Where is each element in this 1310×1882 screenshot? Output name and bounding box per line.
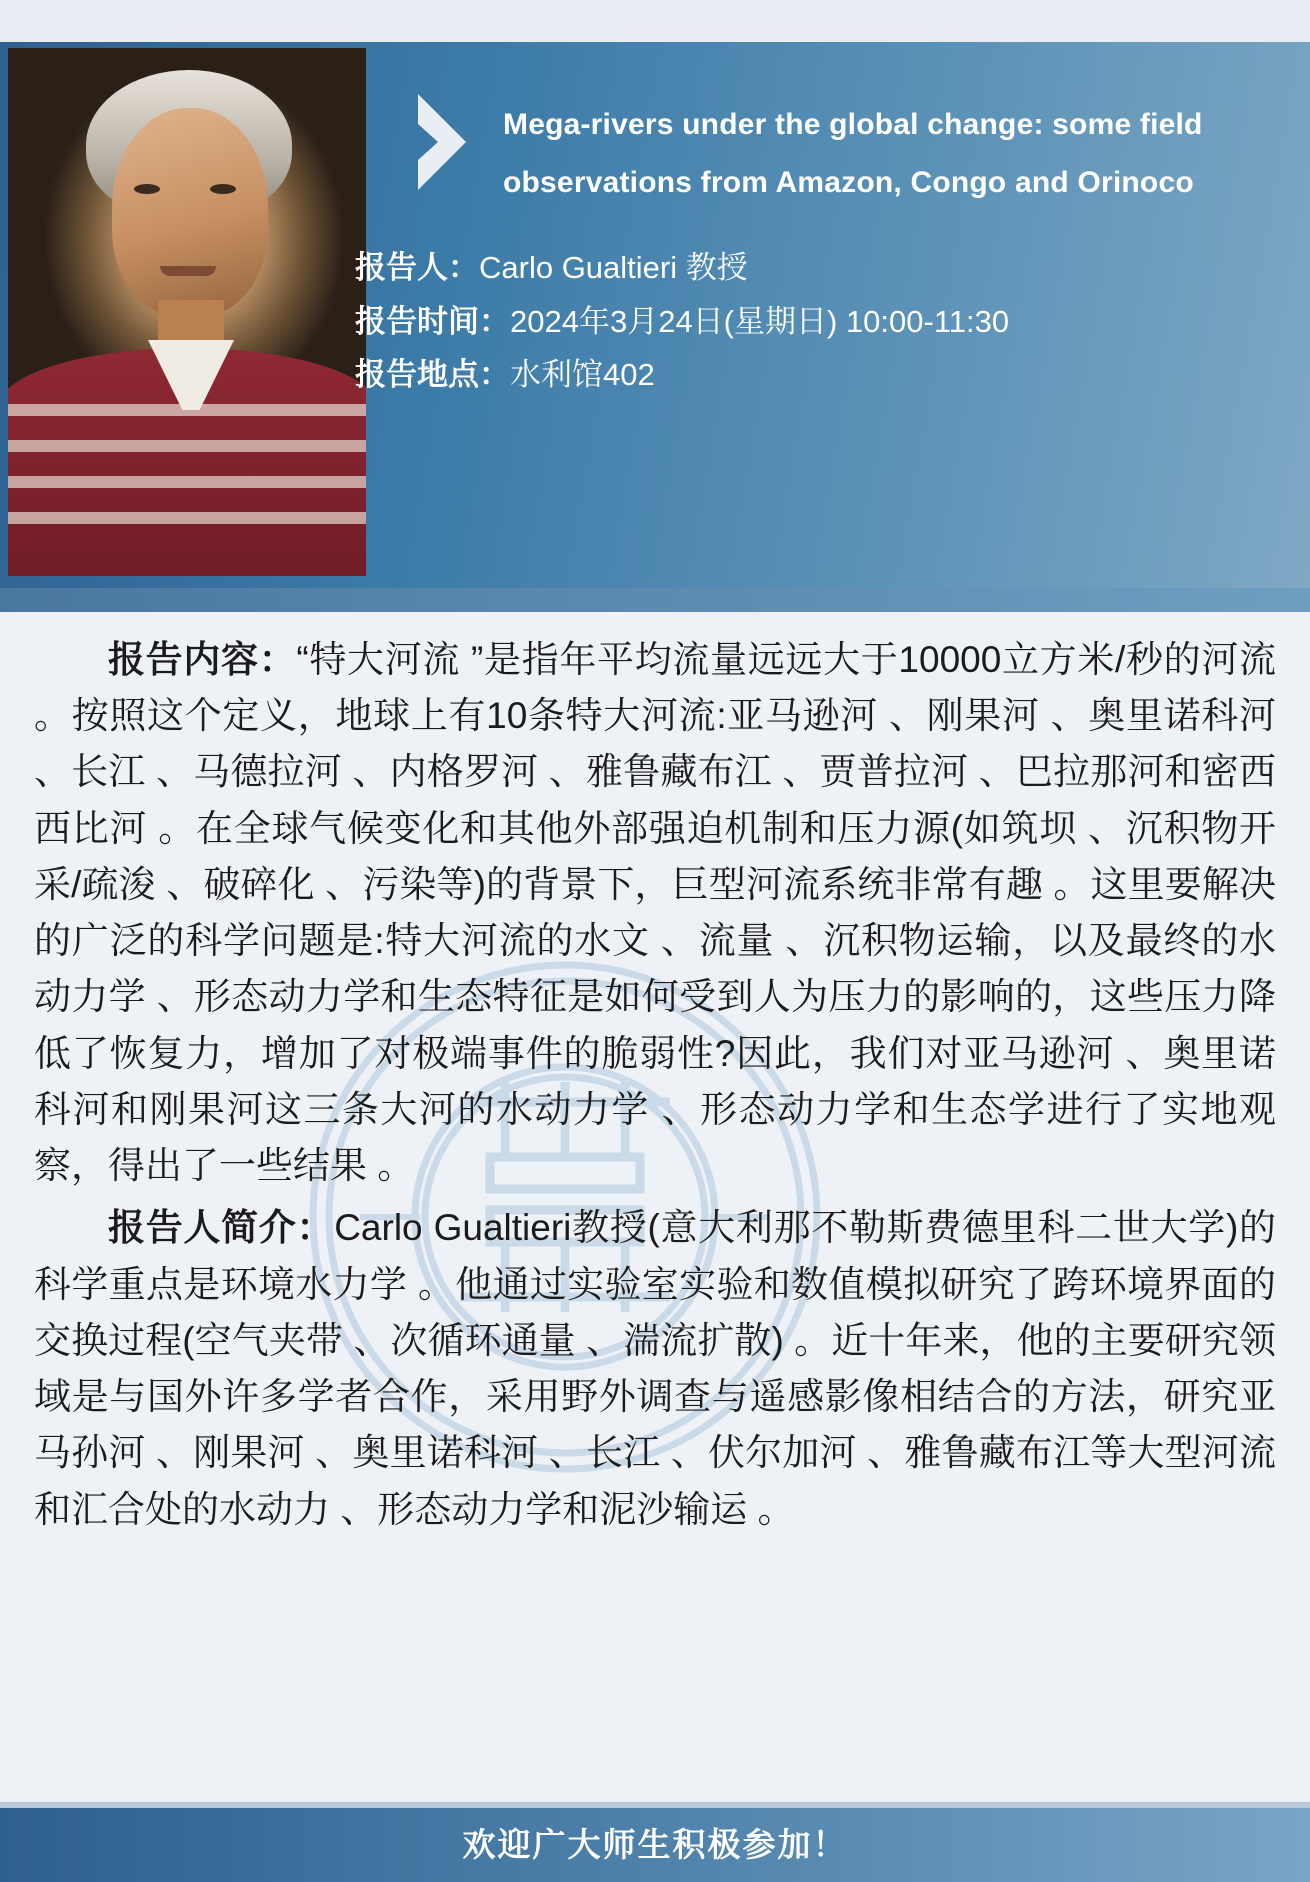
portrait-eye-left — [134, 184, 160, 194]
meta-label-speaker: 报告人： — [355, 250, 479, 286]
meta-value-speaker: Carlo Gualtieri 教授 — [479, 250, 748, 286]
poster-content — [0, 612, 1310, 1538]
portrait-eye-right — [210, 184, 236, 194]
bio-paragraph — [34, 1200, 1276, 1537]
abstract-paragraph — [34, 632, 1276, 1194]
meta-row-location — [355, 348, 1285, 401]
poster-body — [0, 612, 1310, 1802]
poster-footer — [0, 1802, 1310, 1882]
portrait-face — [112, 108, 268, 316]
poster-header — [0, 0, 1310, 612]
portrait-shirt-stripe — [8, 440, 366, 452]
portrait-shirt-stripe — [8, 476, 366, 488]
bio-text: Carlo Gualtieri教授(意大利那不勒斯费德里科二世大学)的科学重点是环境水力学 。他通过实验室实验和数值模拟研究了跨环境界面的交换过程(空气夹带 、次循环通量 、湍流扩散) 。近十年来，他的主要研究领域是与国外许多学者合作，采用野外调查与遥感影像相结合的方法，研究亚马孙河 、刚果河 、奥里诺科河 、长江 、伏尔加河 、雅鲁藏布江等大型河流和汇合处的水动力 、形态动力学和泥沙输运 。 — [34, 1207, 1276, 1530]
speaker-portrait — [8, 48, 366, 576]
portrait-shirt-stripe — [8, 512, 366, 524]
header-text-block — [355, 96, 1285, 401]
header-top-strip — [0, 0, 1310, 42]
abstract-text: “特大河流 ”是指年平均流量远远大于10000立方米/秒的河流 。按照这个定义，地球上有10条特大河流:亚马逊河 、刚果河 、奥里诺科河 、长江 、马德拉河 、内格罗河 、雅鲁藏布江 、贾普拉河 、巴拉那河和密西西比河 。在全球气候变化和其他外部强迫机制和压力源(如筑坝 、沉积物开采/疏浚 、破碎化 、污染等)的背景下，巨型河流系统非常有趣 。这里要解决的广泛的科学问题是:特大河流的水文 、流量 、沉积物运输，以及最终的水动力学 、形态动力学和生态特征是如何受到人为压力的影响的，这些压力降低了恢复力，增加了对极端事件的脆弱性?因此，我们对亚马逊河 、奥里诺科河和刚果河这三条大河的水动力学 、形态动力学和生态学进行了实地观察，得出了一些结果 。 — [34, 639, 1276, 1187]
portrait-mouth — [160, 266, 216, 276]
meta-label-location: 报告地点： — [355, 356, 510, 392]
abstract-label: 报告内容： — [108, 639, 297, 680]
footer-divider — [0, 1802, 1310, 1808]
meta-row-speaker — [355, 241, 1285, 294]
meta-label-time: 报告时间： — [355, 303, 510, 339]
meta-row-time — [355, 295, 1285, 348]
bio-label: 报告人简介： — [108, 1207, 335, 1249]
talk-meta — [355, 241, 1285, 401]
header-bottom-strip — [0, 588, 1310, 612]
meta-value-time: 2024年3月24日(星期日) 10:00-11:30 — [510, 303, 1010, 339]
meta-value-location: 水利馆402 — [510, 356, 655, 392]
talk-title: Mega-rivers under the global change: some field observations from Amazon, Congo and Orinoco — [503, 108, 1203, 199]
footer-text: 欢迎广大师生积极参加！ — [462, 1825, 848, 1863]
